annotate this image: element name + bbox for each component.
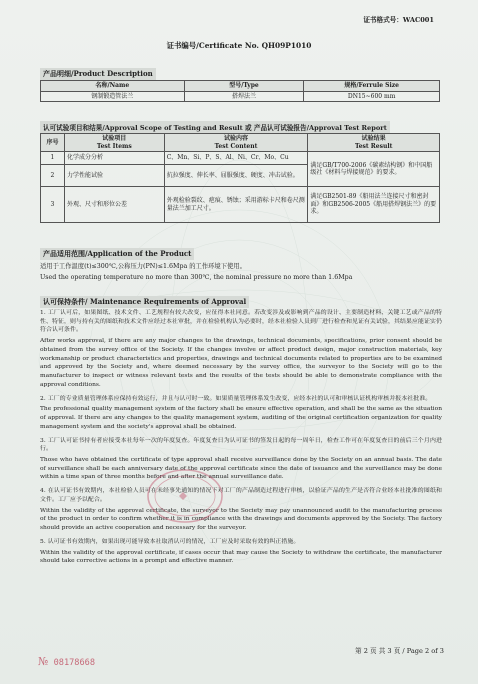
row-content: C、Mn、Si、P、S、Al、Ni、Cr、Mo、Cu: [164, 152, 308, 165]
maintenance-text: [40, 309, 442, 568]
approval-scope-table: [40, 133, 440, 223]
row-item: 化学成分分析: [64, 152, 164, 165]
serial-prefix: №: [38, 655, 49, 668]
row-item: 力学性能试验: [64, 165, 164, 187]
approval-scope-title: 认可试验项目和结果/Approval Scope of Testing and Result 或 产品认可试验报告/Approval Test Report: [40, 121, 390, 133]
col-test-content-zh: 试验内容: [223, 135, 248, 142]
row-no: 2: [41, 165, 65, 187]
row-no: 1: [41, 152, 65, 165]
maintenance-paragraph: Within the validity of the approval certificate, the surveyor to the Society may pay unannounced audit to the manufacturing process of the product in order to confirm whether it is in compliance with the drawings and documents approved by the Society. The factory should provide an active cooperation and necessary for the surveyor.: [40, 507, 442, 532]
maintenance-paragraph: 1. 工厂认可后，如果图纸、技术文件、工艺规程有较大改变，应征得本社同意。若改变涉及或影响到产品的设计、主要制造材料、关键工艺或产品的特性、特征，则与持有关的图纸和技术文件应经过本社审批，并在检验机构认为必要时，经本社检验人员到厂进行检查和见证有关试验，其结果应能证实仍符合认可条件。: [40, 310, 442, 334]
table-header-row: [41, 134, 440, 152]
col-test-result-en: Test Result: [354, 142, 393, 150]
row-result: 满足GB/T700-2006《碳素结构钢》和中国船级社《材料与焊接规范》的要求。: [308, 152, 440, 187]
maintenance-paragraph: 2. 工厂的专业质量管理体系应保持有效运行，并且与认可时一致。如果质量管理体系发生改变，应经本社的认可和审核认证机构审核并报本社批准。: [40, 395, 432, 402]
maintenance-title: 认可保持条件/ Maintenance Requirements of Approval: [40, 296, 249, 308]
table-header-row: [41, 81, 440, 92]
maintenance-paragraph: 3. 工厂认可证书持有者应接受本社每年一次的年度复查。年度复查日为认可证书的签发日起的每一周年日，检查工作可在年度复查日的前后三个月内进行。: [40, 437, 442, 453]
col-type: 型号/Type: [184, 81, 304, 92]
maintenance-paragraph: 5. 认可证书有效期内，如果出现可能导致本社取消认可的情况，工厂应及时采取有效的纠正措施。: [40, 538, 300, 545]
product-type: 搭焊法兰: [184, 91, 304, 102]
application-en: Used the operating temperature no more than 300℃, the nominal pressure no more than 1.6Mpa: [40, 274, 353, 282]
col-test-items-en: Test Items: [96, 142, 132, 150]
maintenance-paragraph: Those who have obtained the certificate of type approval shall receive surveillance done by the Society on an annual basis. The date of surveillance shall be each anniversary date of the approval certificate since the date of issuance and the surveillance may be done within a time span of three months before and after the annual surveillance date.: [40, 457, 442, 481]
col-no: 序号: [41, 134, 65, 152]
col-test-items-zh: 试验项目: [102, 135, 127, 142]
table-row: [41, 187, 440, 223]
page-number: 第 2 页 共 3 页 / Page 2 of 3: [355, 647, 444, 655]
maintenance-paragraph: The professional quality management system of the factory shall be ensure effective operation, and shall be the same as the situation of approval. If there are any changes to the quality management system, auditing of the original certification organization for quality management system and the society's approval shall be obtained.: [40, 406, 442, 430]
row-result: 满足GB2501-89《船用法兰连接尺寸和密封面》和GB2506-2005《船用搭焊钢法兰》的要求。: [308, 187, 440, 223]
col-size: 规格/Ferrule Size: [304, 81, 440, 92]
product-description-table: [40, 80, 440, 102]
serial-digits: 08178668: [53, 658, 96, 668]
row-item: 外观、尺寸和形位公差: [64, 187, 164, 223]
col-name: 名称/Name: [41, 81, 185, 92]
row-content: 外观检验裂纹、疤痕、锈蚀；采用游标卡尺和卷尺测量法兰加工尺寸。: [164, 187, 308, 223]
form-number: 证书格式号：WAC001: [363, 16, 434, 24]
maintenance-paragraph: After works approval, if there are any major changes to the drawings, technical documents, specifications, prior consent should be obtained from the survey office of the Society. If the changes involve or affect product design, major construction materials, key workmanship or product characteristics and properties, drawings and technical documents related to properties are to be examined and approved by the Society and, where deemed necessary by the survey office, the surveyor to the Society will go to the manufacturer to inspect or witness relevant tests and the results of the tests should be able to demonstrate compliance with the approval conditions.: [40, 338, 442, 388]
col-test-result-zh: 试验结果: [361, 135, 386, 142]
row-content: 抗拉强度、伸长率、屈服强度、硬度、冲击试验。: [164, 165, 308, 187]
table-row: [41, 152, 440, 165]
col-test-content: [164, 134, 308, 152]
col-test-content-en: Test Content: [214, 142, 258, 150]
application-title: 产品适用范围/Application of the Product: [40, 248, 194, 260]
maintenance-paragraph: Within the validity of the approval certificate, if cases occur that may cause the Society to withdraw the certificate, the manufacturer should take corrective actions in a prompt and effective manner.: [40, 549, 442, 565]
application-text: [40, 262, 442, 285]
row-no: 3: [41, 187, 65, 223]
serial-number: [38, 655, 95, 668]
product-description-title: 产品明细/Product Description: [40, 68, 156, 80]
product-size: DN15~600 mm: [304, 91, 440, 102]
certificate-number: 证书编号/Certificate No. QH09P1010: [166, 41, 312, 50]
table-row: [41, 91, 440, 102]
application-zh: 适用于工作温度(t)≤300℃,公称压力(PN)≤1.6Mpa 的工作环境下使用。: [40, 263, 246, 270]
col-test-result: [308, 134, 440, 152]
col-test-items: [64, 134, 164, 152]
maintenance-paragraph: 4. 在认可证书有效期内，本社检验人员可在未经事先通知的情况下对工厂的产品制造过程进行审核，以验证产品的生产是否符合业经本社批准的图纸和文件。工厂应予以配合。: [40, 488, 442, 503]
product-name: 钢制锻造管法兰: [41, 91, 185, 102]
